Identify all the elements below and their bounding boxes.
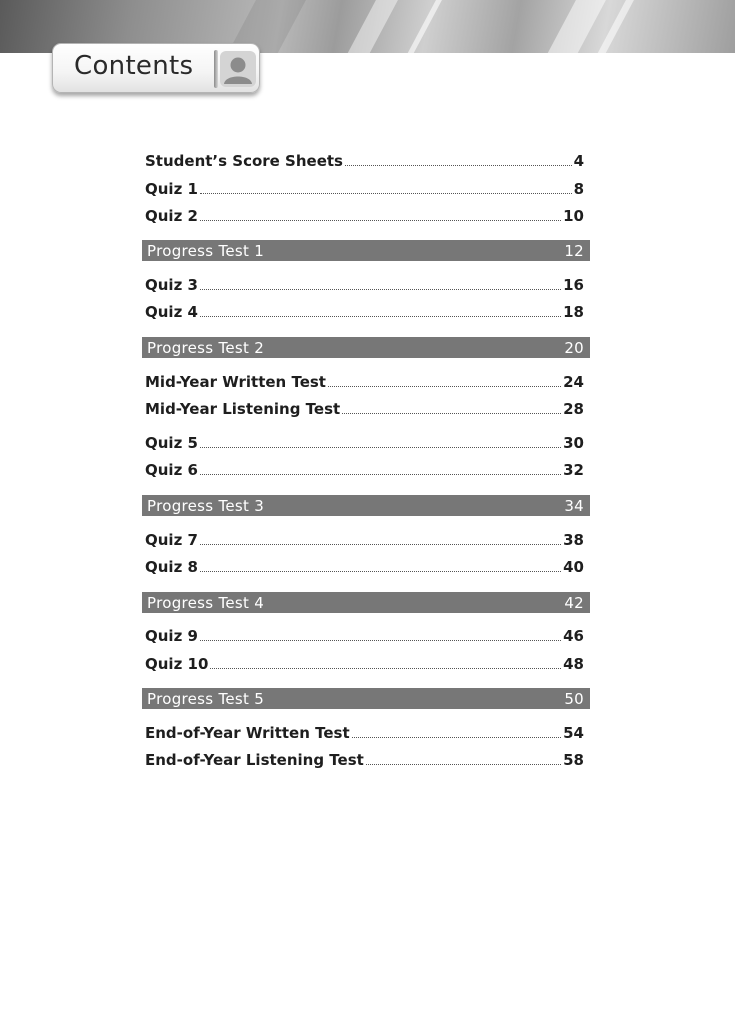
- toc-entry-label: Mid-Year Written Test: [145, 373, 326, 391]
- toc-band-page: 42: [564, 593, 584, 612]
- toc-band-label: Progress Test 1: [147, 241, 265, 260]
- toc-band-label: Progress Test 2: [147, 338, 265, 357]
- toc-entry-quiz-10[interactable]: [145, 654, 584, 674]
- toc-entry-quiz-5[interactable]: [145, 433, 584, 453]
- toc-entry-page: 32: [563, 461, 584, 479]
- dot-leader: [200, 316, 561, 317]
- toc-band-page: 20: [564, 338, 584, 357]
- dot-leader: [210, 668, 561, 669]
- toc-band-label: Progress Test 3: [147, 496, 265, 515]
- toc-band-progress-test-4[interactable]: [142, 592, 590, 613]
- dot-leader: [200, 193, 572, 194]
- toc-entry-quiz-3[interactable]: [145, 275, 584, 295]
- dot-leader: [200, 447, 561, 448]
- toc-band-label: Progress Test 5: [147, 689, 265, 708]
- toc-entry-label: Mid-Year Listening Test: [145, 400, 341, 418]
- toc-entry-page: 8: [573, 180, 584, 198]
- toc-entry-page: 54: [563, 724, 584, 742]
- toc-entry-end-of-year-listening[interactable]: [145, 750, 584, 770]
- toc-band-progress-test-3[interactable]: [142, 495, 590, 516]
- toc-entry-label: Quiz 2: [145, 207, 198, 225]
- toc-entry-quiz-7[interactable]: [145, 530, 584, 550]
- dot-leader: [200, 640, 561, 641]
- dot-leader: [328, 386, 561, 387]
- toc-entry-page: 16: [563, 276, 584, 294]
- toc-band-page: 12: [564, 241, 584, 260]
- dot-leader: [200, 474, 561, 475]
- toc-entry-page: 38: [563, 531, 584, 549]
- toc-entry-mid-year-listening[interactable]: [145, 399, 584, 419]
- dot-leader: [200, 289, 561, 290]
- toc-entry-mid-year-written[interactable]: [145, 372, 584, 392]
- toc-entry-label: Quiz 4: [145, 303, 198, 321]
- toc-entry-page: 28: [563, 400, 584, 418]
- dot-leader: [345, 165, 572, 166]
- toc-entry-quiz-4[interactable]: [145, 302, 584, 322]
- toc-entry-label: Quiz 8: [145, 558, 198, 576]
- toc-entry-page: 18: [563, 303, 584, 321]
- toc-entry-label: Quiz 9: [145, 627, 198, 645]
- toc-entry-end-of-year-written[interactable]: [145, 723, 584, 743]
- toc-entry-label: Quiz 7: [145, 531, 198, 549]
- page-title: Contents: [74, 51, 194, 81]
- toc-entry-label: Quiz 3: [145, 276, 198, 294]
- toc-entry-label: Student’s Score Sheets: [145, 152, 343, 170]
- toc-entry-page: 24: [563, 373, 584, 391]
- toc-entry-page: 40: [563, 558, 584, 576]
- toc-entry-label: End-of-Year Written Test: [145, 724, 350, 742]
- toc-entry-page: 48: [563, 655, 584, 673]
- toc-entry-label: Quiz 6: [145, 461, 198, 479]
- dot-leader: [352, 737, 562, 738]
- toc-entry-page: 58: [563, 751, 584, 769]
- dot-leader: [342, 413, 561, 414]
- dot-leader: [200, 544, 561, 545]
- toc-band-progress-test-1[interactable]: [142, 240, 590, 261]
- dot-leader: [366, 764, 561, 765]
- toc-band-progress-test-5[interactable]: [142, 688, 590, 709]
- toc-entry-quiz-8[interactable]: [145, 557, 584, 577]
- toc-entry-score-sheets[interactable]: [145, 151, 584, 171]
- dot-leader: [200, 571, 561, 572]
- toc-entry-page: 30: [563, 434, 584, 452]
- toc-entry-page: 10: [563, 207, 584, 225]
- toc-entry-label: Quiz 5: [145, 434, 198, 452]
- toc-entry-page: 46: [563, 627, 584, 645]
- toc-band-page: 34: [564, 496, 584, 515]
- toc-entry-quiz-9[interactable]: [145, 626, 584, 646]
- toc-entry-page: 4: [573, 152, 584, 170]
- dot-leader: [200, 220, 561, 221]
- toc-band-page: 50: [564, 689, 584, 708]
- toc-entry-quiz-6[interactable]: [145, 460, 584, 480]
- toc-entry-label: Quiz 10: [145, 655, 209, 673]
- toc-entry-label: End-of-Year Listening Test: [145, 751, 364, 769]
- toc-entry-quiz-1[interactable]: [145, 179, 584, 199]
- toc-band-progress-test-2[interactable]: [142, 337, 590, 358]
- toc-band-label: Progress Test 4: [147, 593, 265, 612]
- toc-entry-label: Quiz 1: [145, 180, 198, 198]
- toc-entry-quiz-2[interactable]: [145, 206, 584, 226]
